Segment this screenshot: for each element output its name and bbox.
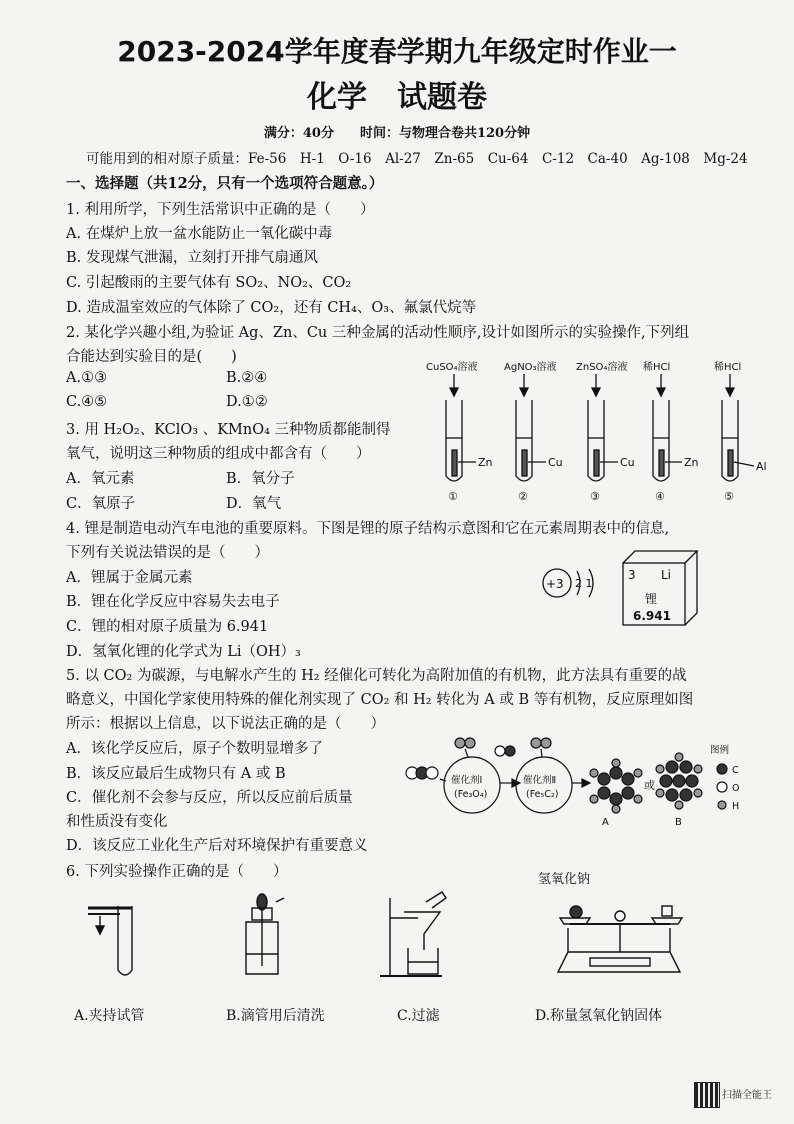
catalyst-1-formula: (Fe₃O₄): [454, 789, 488, 800]
legend-o: O: [732, 783, 740, 794]
tube-number: ③: [590, 490, 600, 503]
q5-stem-line2: 略意义，中国化学家使用特殊的催化剂实现了 CO₂ 和 H₂ 转化为 A 或 B 等有机物，反应原理如图: [66, 692, 694, 708]
test-tube-figure: [418, 358, 788, 503]
q5-option-c-line1: C．催化剂不会参与反应，所以反应前后质量: [66, 790, 353, 806]
metal-label: Zn: [684, 456, 699, 469]
metal-label: Cu: [620, 456, 635, 469]
q4-option-c: C．锂的相对原子质量为 6.941: [66, 619, 269, 635]
q4-option-b: B．锂在化学反应中容易失去电子: [66, 594, 280, 610]
reagent-label: 稀HCl: [714, 362, 742, 373]
q3-stem-line1: 3. 用 H₂O₂、KClO₃ 、KMnO₄ 三种物质都能制得: [66, 422, 391, 438]
figure-d-balance: [558, 906, 682, 972]
q5-stem-line1: 5. 以 CO₂ 为碳源，与电解水产生的 H₂ 经催化可转化为高附加值的有机物，此方法具有重要的战: [66, 668, 687, 684]
figure-c-filtration: [380, 892, 446, 976]
qr-code-icon: [694, 1082, 720, 1108]
product-a-atom: [598, 773, 610, 785]
q3-stem-line2: 氧气，说明这三种物质的组成中都含有（ ）: [66, 446, 371, 462]
naoh-label: 氢氧化钠: [538, 872, 591, 887]
q5-option-a: A．该化学反应后，原子个数明显增多了: [66, 741, 323, 757]
caption-c: C.过滤: [397, 1008, 440, 1024]
q1-option-d: D. 造成温室效应的气体除了 CO₂，还有 CH₄、O₃、氟氯代烷等: [66, 300, 477, 316]
q2-option-c: C.④⑤: [66, 394, 108, 410]
reagent-label: 稀HCl: [643, 362, 671, 373]
q3-option-d: D．氧气: [226, 496, 282, 512]
hydrogen-atom: [465, 738, 475, 748]
q2-stem-line2: 合能达到实验目的是( ): [66, 349, 237, 365]
drop-arrow-head: [592, 388, 600, 396]
caption-d: D.称量氢氧化钠固体: [535, 1008, 663, 1024]
metal-strip: [728, 450, 733, 476]
reagent-label: AgNO₃溶液: [504, 362, 557, 373]
element-symbol: Li: [661, 568, 672, 582]
q4-stem-line2: 下列有关说法错误的是（ ）: [66, 545, 269, 561]
drop-arrow-head: [726, 388, 734, 396]
q4-stem-line1: 4. 锂是制造电动汽车电池的重要原料。下图是锂的原子结构示意图和它在元素周期表中的信息,: [66, 521, 670, 537]
q4-option-d: D．氢氧化锂的化学式为 Li（OH）₃: [66, 644, 301, 660]
hydrogen-atom: [455, 738, 465, 748]
reagent-label: CuSO₄溶液: [426, 362, 478, 373]
metal-label: Zn: [478, 456, 493, 469]
oxygen-atom: [495, 746, 505, 756]
electron-shells: 2 1: [575, 577, 593, 590]
legend-h: H: [732, 801, 740, 812]
catalyst-2-label: 催化剂Ⅱ: [523, 775, 557, 786]
metal-strip: [452, 450, 457, 476]
q2-option-a: A.①③: [66, 370, 108, 386]
element-name: 锂: [645, 592, 658, 606]
metal-label: Al: [756, 460, 767, 473]
atomic-masses-line: 可能用到的相对原子质量：Fe-56 H-1 O-16 Al-27 Zn-65 Cu-64 C-12 Ca-40 Ag-108 Mg-24: [86, 151, 748, 167]
q3-option-c: C．氧原子: [66, 496, 136, 512]
carbon-atom: [505, 746, 515, 756]
metal-label: Cu: [548, 456, 563, 469]
q1-stem: 1. 利用所学，下列生活常识中正确的是（ ）: [66, 202, 375, 218]
q5-option-b: B．该反应最后生成物只有 A 或 B: [66, 766, 286, 782]
metal-strip: [594, 450, 599, 476]
tube-number: ①: [448, 490, 458, 503]
section-heading: 一、选择题（共12分，只有一个选项符合题意。）: [66, 175, 384, 192]
catalyst-1-label: 催化剂Ⅰ: [451, 775, 483, 786]
legend-oxygen: [717, 782, 727, 792]
score-time-line: 满分：40分 时间：与物理合卷共120分钟: [263, 126, 531, 141]
figure-b-dropper-bottle: [246, 894, 284, 974]
drop-arrow-head: [450, 388, 458, 396]
nucleus-charge: +3: [546, 577, 564, 591]
q5-stem-line3: 所示：根据以上信息，以下说法正确的是（ ）: [66, 716, 385, 732]
q5-option-d: D．该反应工业化生产后对环境保护有重要意义: [66, 838, 368, 854]
q1-option-c: C. 引起酸雨的主要气体有 SO₂、NO₂、CO₂: [66, 275, 352, 291]
q2-option-b: B.②④: [226, 370, 268, 386]
metal-strip: [522, 450, 527, 476]
product-b-atom: [666, 761, 678, 773]
q1-option-b: B. 发现煤气泄漏，立刻打开排气扇通风: [66, 250, 318, 266]
product-b-label: B: [675, 817, 682, 828]
q2-stem-line1: 2. 某化学兴趣小组,为验证 Ag、Zn、Cu 三种金属的活动性顺序,设计如图所示的实验操作,下列组: [66, 325, 690, 341]
catalyst-2-formula: (Fe₅C₂): [526, 789, 559, 800]
oxygen-atom: [426, 767, 438, 779]
drop-arrow-head: [657, 388, 665, 396]
legend-title: 图例: [710, 745, 730, 756]
catalysis-figure: [404, 735, 764, 830]
q2-option-d: D.①②: [226, 394, 268, 410]
q4-option-a: A．锂属于金属元素: [66, 570, 193, 586]
legend-c: C: [732, 765, 739, 776]
drop-arrow-head: [520, 388, 528, 396]
atomic-mass: 6.941: [633, 609, 671, 623]
tube-number: ②: [518, 490, 528, 503]
atomic-number: 3: [628, 568, 636, 582]
legend-hydrogen: [718, 801, 726, 809]
tube-number: ④: [655, 490, 665, 503]
q5-option-c-line2: 和性质没有变化: [66, 814, 168, 830]
metal-strip: [659, 450, 664, 476]
lab-operations-figure: [70, 888, 710, 1003]
exam-subtitle: 化学 试题卷: [307, 80, 487, 115]
or-label: 或: [644, 779, 655, 792]
caption-a: A.夹持试管: [74, 1008, 145, 1024]
figure-a-test-tube-holder: [88, 906, 132, 975]
q3-option-b: B．氧分子: [226, 471, 295, 487]
product-a-label: A: [602, 817, 609, 828]
tube-number: ⑤: [724, 490, 734, 503]
lithium-figure: [535, 545, 725, 645]
q6-stem: 6. 下列实验操作正确的是（ ）: [66, 864, 288, 880]
legend-carbon: [717, 764, 727, 774]
q3-option-a: A．氧元素: [66, 471, 135, 487]
q1-option-a: A. 在煤炉上放一盆水能防止一氧化碳中毒: [66, 226, 333, 242]
reagent-label: ZnSO₄溶液: [576, 362, 628, 373]
caption-b: B.滴管用后清洗: [226, 1008, 325, 1024]
exam-title: 2023-2024学年度春学期九年级定时作业一: [117, 35, 677, 68]
scanner-watermark: 扫描全能王: [722, 1090, 772, 1101]
